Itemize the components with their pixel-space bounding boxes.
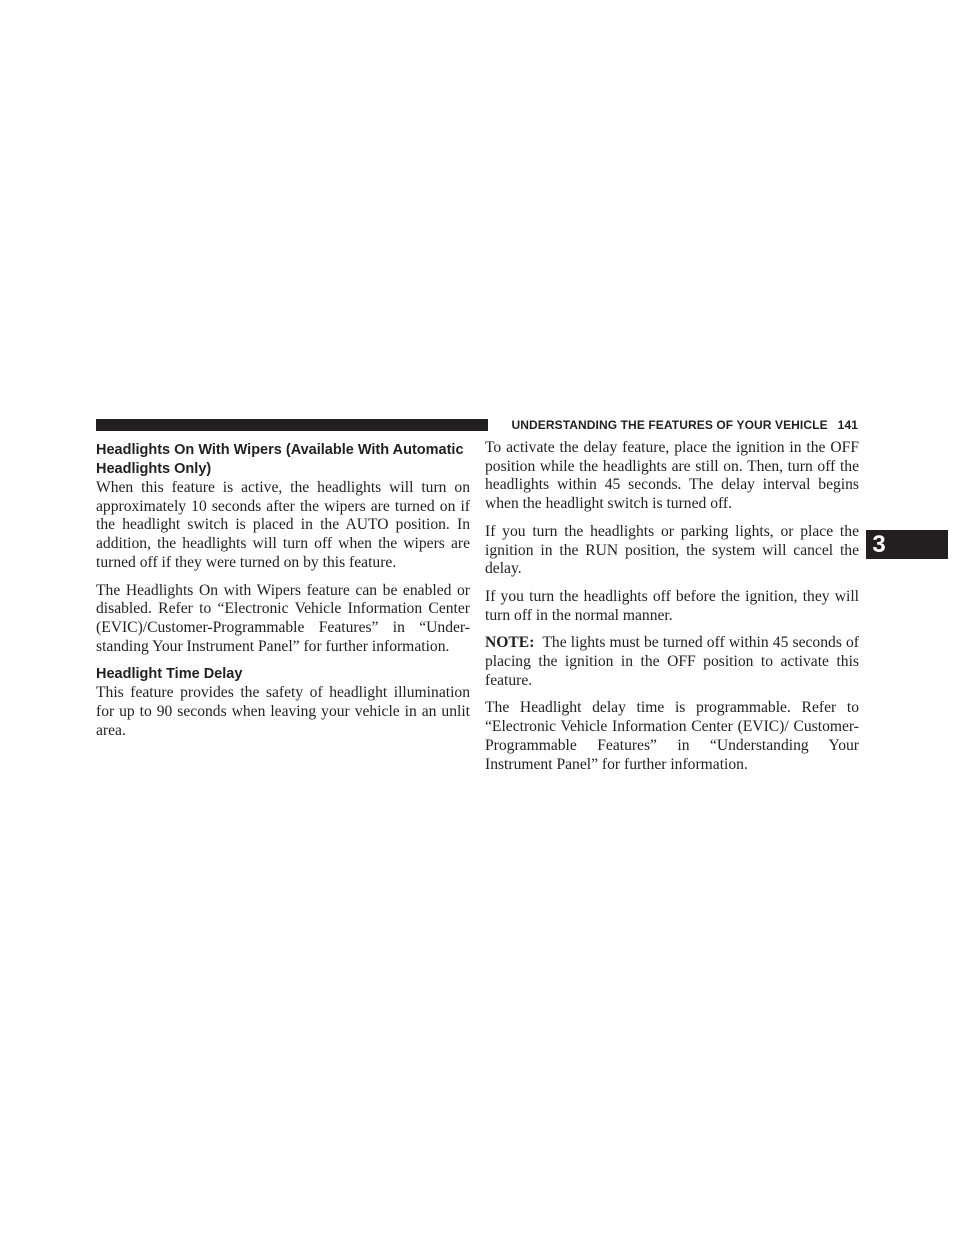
note-label: NOTE: [485,634,535,652]
chapter-number: 3 [872,531,886,558]
paragraph-programmable-delay: The Headlight delay time is programmable. Refer to “Electronic Vehicle Information Center (EVIC)/ Customer-Programmable Features” in “Understanding Your Instrument Panel” for further information. [485,699,859,773]
paragraph-normal-off: If you turn the headlights off before the ignition, they will turn off in the normal manner. [485,587,859,624]
note-paragraph [485,634,859,690]
paragraph-wipers-enable-disable: The Headlights On with Wipers feature can be enabled or disabled. Refer to “Electronic Vehicle Information Center (EVIC)/Customer-Programmable Features” in “Under-standing Your Instrument Panel” for further information. [96,581,470,655]
paragraph-time-delay-description: This feature provides the safety of headlight illumination for up to 90 seconds when leaving your vehicle in an unlit area. [96,684,470,739]
section-heading-headlight-time-delay: Headlight Time Delay [96,666,243,683]
paragraph-activate-delay: To activate the delay feature, place the ignition in the OFF position while the headlights are still on. Then, turn off the headlights within 45 seconds. The delay interval begins when the headlight switch is turned off. [485,439,859,513]
note-text: The lights must be turned off within 45 seconds of placing the ignition in the OFF position to activate this feature. [485,634,859,689]
left-column [96,439,470,749]
paragraph-cancel-delay: If you turn the headlights or parking lights, or place the ignition in the RUN position, the system will cancel the delay. [485,522,859,578]
right-column [485,439,859,783]
running-header [498,418,858,432]
page-number: 141 [837,418,858,432]
chapter-tab [866,530,948,559]
header-rule-bar [96,419,488,431]
paragraph-wipers-feature-description: When this feature is active, the headlights will turn on approximately 10 seconds after the wipers are turned on if the headlight switch is placed in the AUTO position. In addition, the headlights will turn off when the wipers are turned off if they were turned on by this feature. [96,479,470,571]
running-header-title: UNDERSTANDING THE FEATURES OF YOUR VEHICLE [511,418,828,432]
section-heading-headlights-on-with-wipers: Headlights On With Wipers (Available With Automatic Headlights Only) [96,442,464,477]
